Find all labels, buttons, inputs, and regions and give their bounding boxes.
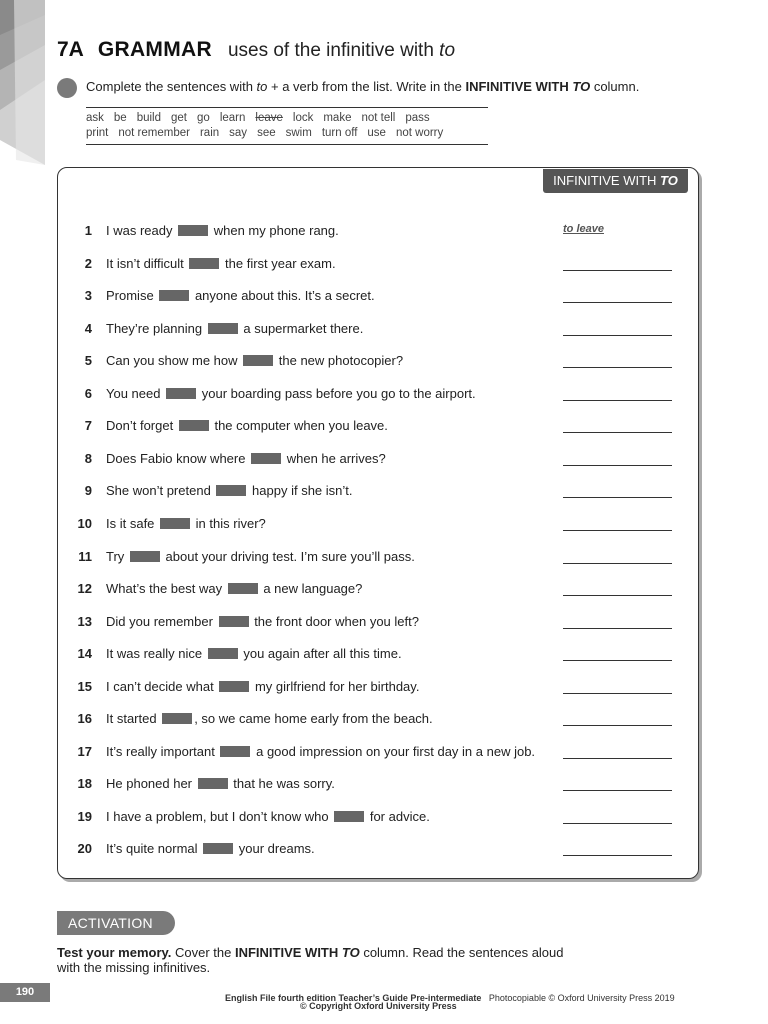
sentence-number: 18	[77, 776, 92, 792]
word-list-item: learn	[219, 112, 246, 124]
blank-gap	[166, 388, 196, 399]
sentence-part-before: Did you remember	[106, 613, 213, 629]
answer-line[interactable]	[563, 628, 672, 629]
sentence-row	[74, 451, 684, 471]
sentence-part-after: , so we came home early from the beach.	[194, 711, 433, 727]
sentence-part-before: Try	[106, 548, 125, 564]
sentence-part-after: your dreams.	[238, 841, 315, 857]
column-header: INFINITIVE WITH TO	[543, 169, 688, 193]
sentence-part-after: about your driving test. I’m sure you’ll pass.	[165, 548, 415, 564]
sentence-part-before: I can’t decide what	[106, 678, 214, 694]
sentence-number: 15	[77, 678, 92, 694]
word-list-item: use	[367, 127, 386, 139]
sentence-part-before: Does Fabio know where	[106, 450, 246, 466]
instruction-bullet-icon	[57, 78, 77, 98]
word-list-item: turn off	[321, 127, 358, 139]
word-list-item: not tell	[361, 112, 396, 124]
sentence-part-after: when he arrives?	[286, 450, 386, 466]
sentence-text	[106, 744, 535, 759]
blank-gap	[208, 323, 238, 334]
blank-gap	[243, 355, 273, 366]
blank-gap	[220, 746, 250, 757]
answer-line[interactable]	[563, 302, 672, 303]
word-list	[86, 107, 488, 145]
sentence-number: 19	[77, 808, 92, 824]
word-list-item: ask	[86, 112, 104, 124]
blank-gap	[228, 583, 258, 594]
sentence-number: 4	[84, 320, 92, 336]
sentence-text	[106, 256, 336, 271]
answer-line[interactable]	[563, 432, 672, 433]
sentence-part-before: Don’t forget	[106, 418, 174, 434]
sentence-part-before: He phoned her	[106, 776, 193, 792]
sentence-row	[74, 256, 684, 276]
sentence-text	[106, 711, 433, 726]
sentence-text	[106, 483, 353, 498]
blank-gap	[216, 485, 246, 496]
sentence-text	[106, 776, 335, 791]
answer-line[interactable]	[563, 823, 672, 824]
blank-gap	[203, 843, 233, 854]
word-list-item: see	[257, 127, 276, 139]
sentence-part-after: happy if she isn’t.	[252, 483, 353, 499]
answer-line[interactable]	[563, 595, 672, 596]
page-title	[57, 38, 455, 62]
sentence-number: 17	[77, 743, 92, 759]
blank-gap	[179, 420, 209, 431]
sentence-row	[74, 321, 684, 341]
sentence-text	[106, 386, 476, 401]
sentence-part-before: It started	[106, 711, 157, 727]
sentence-row	[74, 776, 684, 796]
blank-gap	[160, 518, 190, 529]
sentence-number: 14	[77, 646, 92, 662]
sentence-row	[74, 646, 684, 666]
sentence-number: 5	[84, 353, 92, 369]
sentence-part-before: It isn’t difficult	[106, 255, 184, 271]
sentence-text	[106, 679, 419, 694]
sentence-part-after: anyone about this. It’s a secret.	[194, 288, 375, 304]
answer-line[interactable]	[563, 530, 672, 531]
word-list-item: print	[86, 127, 109, 139]
word-list-item: swim	[285, 127, 312, 139]
blank-gap	[198, 778, 228, 789]
sentence-row	[74, 679, 684, 699]
word-list-item: not remember	[118, 127, 190, 139]
word-list-item: say	[229, 127, 248, 139]
sentence-row	[74, 744, 684, 764]
sentence-part-before: Is it safe	[106, 515, 155, 531]
blank-gap	[219, 616, 249, 627]
sentence-number: 8	[84, 450, 92, 466]
corner-decoration	[0, 0, 50, 170]
sentence-part-after: the front door when you left?	[254, 613, 419, 629]
sentence-part-before: She won’t pretend	[106, 483, 211, 499]
sentence-row	[74, 614, 684, 634]
lesson-code: 7A	[57, 38, 84, 61]
sentence-row	[74, 841, 684, 861]
sentence-part-after: the first year exam.	[225, 255, 336, 271]
sentence-number: 9	[84, 483, 92, 499]
blank-gap	[334, 811, 364, 822]
sentence-row	[74, 516, 684, 536]
activation-text: Test your memory. Cover the INFINITIVE WITH TO column. Read the sentences aloud with the missing infinitives.	[57, 945, 564, 975]
sentence-text	[106, 581, 362, 596]
sentence-part-before: Can you show me how	[106, 353, 238, 369]
sentence-row	[74, 809, 684, 829]
sentence-text	[106, 646, 402, 661]
word-list-item: leave	[255, 112, 283, 124]
sentence-part-after: the new photocopier?	[278, 353, 404, 369]
blank-gap	[159, 290, 189, 301]
sentence-part-after: you again after all this time.	[243, 646, 402, 662]
answer-line[interactable]	[563, 725, 672, 726]
answer-line[interactable]	[563, 465, 672, 466]
sentence-number: 20	[77, 841, 92, 857]
blank-gap	[178, 225, 208, 236]
sentence-part-before: Promise	[106, 288, 154, 304]
answer-line[interactable]	[563, 660, 672, 661]
sentence-part-before: You need	[106, 385, 161, 401]
word-list-row-2	[86, 126, 488, 141]
blank-gap	[219, 681, 249, 692]
sentence-row	[74, 353, 684, 373]
word-list-row-1	[86, 111, 488, 126]
sentence-row	[74, 483, 684, 503]
blank-gap	[162, 713, 192, 724]
sentence-number: 6	[84, 385, 92, 401]
sentence-row	[74, 418, 684, 438]
word-list-item: get	[171, 112, 188, 124]
sentence-part-before: It’s quite normal	[106, 841, 198, 857]
sentence-part-after: when my phone rang.	[213, 223, 339, 238]
word-list-item: make	[323, 112, 352, 124]
sentence-text	[106, 223, 339, 238]
sentence-number: 7	[84, 418, 92, 434]
sentence-text	[106, 288, 375, 303]
word-list-item: build	[136, 112, 162, 124]
sentence-number: 16	[77, 711, 92, 727]
word-list-item: be	[113, 112, 127, 124]
sentence-part-before: I have a problem, but I don’t know who	[106, 808, 329, 824]
activation-label: ACTIVATION	[57, 911, 175, 935]
footer-copyright: © Copyright Oxford University Press	[300, 1001, 457, 1011]
sentence-number: 2	[84, 255, 92, 271]
sentence-part-before: They’re planning	[106, 320, 203, 336]
sentence-text	[106, 614, 419, 629]
sentence-row	[74, 223, 684, 243]
sentence-text	[106, 809, 430, 824]
answer-line[interactable]	[563, 367, 672, 368]
answer-line[interactable]	[563, 497, 672, 498]
word-list-item: pass	[405, 112, 430, 124]
sentence-part-before: It’s really important	[106, 743, 215, 759]
sentence-number: 10	[77, 515, 92, 531]
sentence-part-after: for advice.	[369, 808, 430, 824]
sentence-part-before: I was ready	[106, 223, 173, 238]
answer-line[interactable]	[563, 758, 672, 759]
sentence-text	[106, 418, 388, 433]
answer-line[interactable]	[563, 270, 672, 271]
section-subtitle: uses of the infinitive with to	[227, 40, 456, 61]
sentence-number: 13	[77, 613, 92, 629]
answer-line[interactable]	[563, 335, 672, 336]
blank-gap	[208, 648, 238, 659]
answer-line[interactable]	[563, 563, 672, 564]
sentence-text	[106, 451, 386, 466]
sentence-row	[74, 711, 684, 731]
word-list-item: not worry	[395, 127, 444, 139]
sentence-row	[74, 386, 684, 406]
sentence-row	[74, 288, 684, 308]
blank-gap	[189, 258, 219, 269]
answer-line[interactable]	[563, 400, 672, 401]
blank-gap	[130, 551, 160, 562]
page-number: 190	[0, 983, 50, 1002]
sentence-part-after: my girlfriend for her birthday.	[254, 678, 420, 694]
sentence-number: 12	[77, 581, 92, 597]
sentence-part-after: your boarding pass before you go to the airport.	[201, 385, 476, 401]
sentence-part-before: What’s the best way	[106, 581, 223, 597]
answer-line[interactable]	[563, 790, 672, 791]
sentence-text	[106, 841, 315, 856]
section-title: GRAMMAR	[97, 38, 212, 61]
answer-line[interactable]	[563, 693, 672, 694]
instruction-text: Complete the sentences with to + a verb from the list. Write in the INFINITIVE WITH TO column.	[86, 79, 640, 94]
sentence-text	[106, 516, 266, 531]
sentence-part-after: in this river?	[195, 515, 266, 531]
sentence-text	[106, 321, 363, 336]
sentence-row	[74, 581, 684, 601]
blank-gap	[251, 453, 281, 464]
sentence-part-after: a good impression on your first day in a new job.	[256, 743, 536, 759]
sentence-part-after: the computer when you leave.	[214, 418, 388, 434]
sentence-part-after: that he was sorry.	[233, 776, 335, 792]
word-list-item: go	[197, 112, 210, 124]
example-answer: to leave	[563, 223, 604, 235]
footer-credits: English File fourth edition Teacher’s Guide Pre-intermediate Photocopiable © Oxford University Press 2019	[225, 993, 675, 1003]
answer-line[interactable]	[563, 855, 672, 856]
sentence-number: 1	[84, 223, 92, 238]
sentence-part-after: a supermarket there.	[243, 320, 364, 336]
sentence-number: 11	[78, 548, 92, 564]
sentence-text	[106, 353, 403, 368]
sentence-text	[106, 549, 415, 564]
sentence-number: 3	[84, 288, 92, 304]
sentence-part-after: a new language?	[263, 581, 363, 597]
word-list-item: lock	[292, 112, 314, 124]
sentence-row	[74, 549, 684, 569]
sentence-part-before: It was really nice	[106, 646, 203, 662]
word-list-item: rain	[199, 127, 220, 139]
